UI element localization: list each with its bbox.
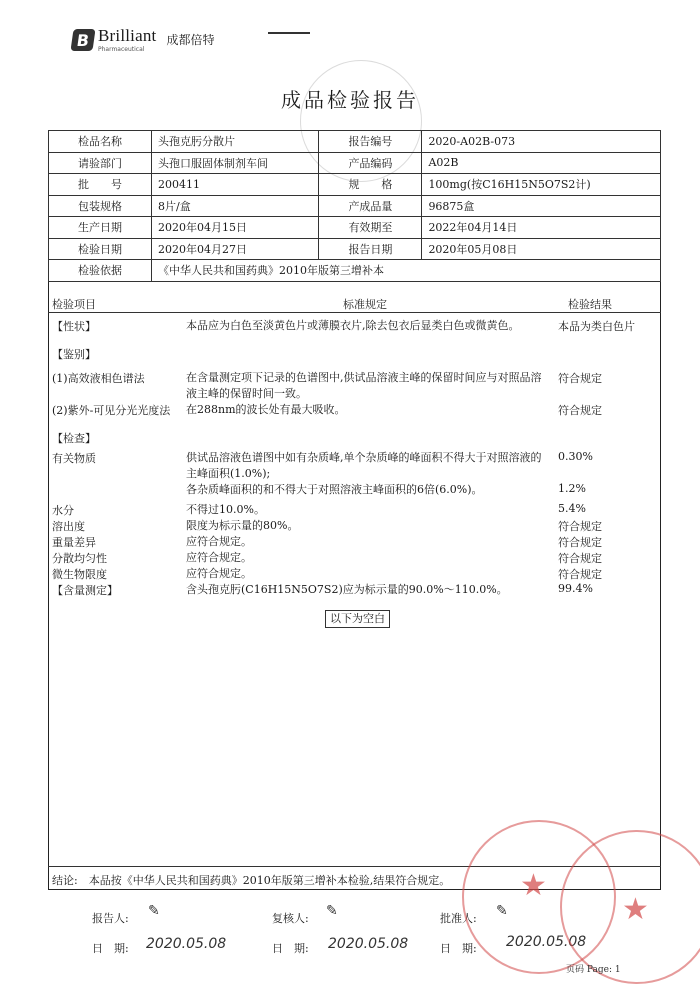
info-value: 8片/盒 bbox=[152, 195, 319, 217]
basis-row bbox=[49, 260, 661, 282]
info-row bbox=[49, 217, 661, 239]
page-number: 页码 Page: 1 bbox=[566, 965, 621, 975]
info-key: 批 号 bbox=[49, 174, 152, 196]
test-item-name: 有关物质 bbox=[52, 452, 96, 465]
test-item-standard: 应符合规定。 bbox=[186, 567, 252, 580]
info-value: 2020-A02B-073 bbox=[422, 131, 661, 153]
test-item-standard: 在含量测定项下记录的色谱图中,供试品溶液主峰的保留时间应与对照品溶液主峰的保留时间一致。 bbox=[186, 371, 542, 400]
reviewer-label: 复核人: bbox=[272, 912, 309, 925]
reviewer-date: 2020.05.08 bbox=[328, 936, 409, 952]
test-item-result: 符合规定 bbox=[558, 520, 602, 533]
test-item-name: 溶出度 bbox=[52, 520, 85, 533]
test-item-result: 符合规定 bbox=[558, 568, 602, 581]
brilliant-logo-icon: B bbox=[70, 29, 95, 51]
test-item-standard: 应符合规定。 bbox=[186, 535, 252, 548]
test-item-name: 水分 bbox=[52, 504, 74, 517]
info-row bbox=[49, 174, 661, 196]
info-key: 请验部门 bbox=[49, 152, 152, 174]
info-value: 头孢克肟分散片 bbox=[152, 131, 319, 153]
info-value: 2020年05月08日 bbox=[422, 238, 661, 260]
company-name: Brilliant bbox=[98, 26, 157, 45]
test-item-name: 重量差异 bbox=[52, 536, 96, 549]
test-item-name: 【检查】 bbox=[52, 432, 96, 445]
pen-mark bbox=[268, 32, 310, 34]
test-item-standard: 不得过10.0%。 bbox=[186, 503, 265, 516]
test-item-standard: 应符合规定。 bbox=[186, 551, 252, 564]
info-key: 产品编码 bbox=[319, 152, 422, 174]
reviewer-date-label: 日 期: bbox=[272, 942, 309, 955]
approver-date-label: 日 期: bbox=[440, 942, 477, 955]
info-value: 96875盒 bbox=[422, 195, 661, 217]
company-logo bbox=[72, 26, 214, 53]
info-row bbox=[49, 152, 661, 174]
test-item-result: 本品为类白色片 bbox=[558, 320, 635, 333]
test-item-name: (1)高效液相色谱法 bbox=[52, 372, 145, 385]
header-standard: 标准规定 bbox=[343, 298, 387, 311]
test-item-name: (2)紫外-可见分光光度法 bbox=[52, 404, 171, 417]
reviewer-signature: ✎ bbox=[326, 903, 338, 919]
info-value: 头孢口服固体制剂车间 bbox=[152, 152, 319, 174]
info-key: 报告日期 bbox=[319, 238, 422, 260]
header-divider bbox=[48, 312, 661, 313]
info-value: 100mg(按C16H15N5O7S2计) bbox=[422, 174, 661, 196]
info-row bbox=[49, 238, 661, 260]
info-key: 有效期至 bbox=[319, 217, 422, 239]
approver-signature: ✎ bbox=[496, 903, 508, 919]
test-item-result: 符合规定 bbox=[558, 536, 602, 549]
company-subtitle: Pharmaceutical bbox=[98, 46, 145, 53]
conclusion: 结论: 本品按《中华人民共和国药典》2010年版第三增补本检验,结果符合规定。 bbox=[52, 874, 451, 887]
test-item-name: 【性状】 bbox=[52, 320, 96, 333]
test-item-standard: 含头孢克肟(C16H15N5O7S2)应为标示量的90.0%～110.0%。 bbox=[186, 583, 508, 596]
blank-note: 以下为空白 bbox=[325, 610, 390, 628]
reporter-date-label: 日 期: bbox=[92, 942, 129, 955]
test-item-name: 分散均匀性 bbox=[52, 552, 107, 565]
info-row bbox=[49, 131, 661, 153]
test-item-name: 【含量测定】 bbox=[52, 584, 118, 597]
test-item-standard: 各杂质峰面积的和不得大于对照溶液主峰面积的6倍(6.0%)。 bbox=[186, 483, 483, 496]
company-cn-name: 成都倍特 bbox=[166, 33, 215, 47]
info-key: 包装规格 bbox=[49, 195, 152, 217]
test-item-standard: 限度为标示量的80%。 bbox=[186, 519, 299, 532]
info-value: 200411 bbox=[152, 174, 319, 196]
info-key: 检验日期 bbox=[49, 238, 152, 260]
info-row bbox=[49, 195, 661, 217]
seal-star-icon-2: ★ bbox=[622, 892, 649, 927]
info-key: 生产日期 bbox=[49, 217, 152, 239]
info-key: 产成品量 bbox=[319, 195, 422, 217]
basis-label: 检验依据 bbox=[49, 260, 152, 282]
test-item-result: 0.30% bbox=[558, 450, 593, 463]
test-item-standard: 本品应为白色至淡黄色片或薄膜衣片,除去包衣后显类白色或微黄色。 bbox=[186, 319, 520, 332]
info-table bbox=[48, 130, 661, 282]
test-item-name: 微生物限度 bbox=[52, 568, 107, 581]
test-item-result: 符合规定 bbox=[558, 372, 602, 385]
test-item-result: 符合规定 bbox=[558, 404, 602, 417]
test-item-result: 符合规定 bbox=[558, 552, 602, 565]
info-value: 2020年04月15日 bbox=[152, 217, 319, 239]
test-item-name: 【鉴别】 bbox=[52, 348, 96, 361]
header-result: 检验结果 bbox=[568, 298, 612, 311]
test-item-standard: 供试品溶液色谱图中如有杂质峰,单个杂质峰的峰面积不得大于对照溶液的主峰面积(1.0%); bbox=[186, 451, 542, 480]
test-item-result: 99.4% bbox=[558, 582, 593, 595]
header-item: 检验项目 bbox=[52, 298, 96, 311]
report-title: 成品检验报告 bbox=[281, 88, 419, 112]
seal-star-icon: ★ bbox=[520, 868, 547, 903]
approver-label: 批准人: bbox=[440, 912, 477, 925]
reporter-label: 报告人: bbox=[92, 912, 129, 925]
test-item-result: 1.2% bbox=[558, 482, 586, 495]
info-key: 报告编号 bbox=[319, 131, 422, 153]
basis-value: 《中华人民共和国药典》2010年版第三增补本 bbox=[152, 260, 661, 282]
info-value: 2022年04月14日 bbox=[422, 217, 661, 239]
test-item-result: 5.4% bbox=[558, 502, 586, 515]
approver-date: 2020.05.08 bbox=[506, 934, 587, 950]
info-key: 检品名称 bbox=[49, 131, 152, 153]
reporter-date: 2020.05.08 bbox=[146, 936, 227, 952]
reporter-signature: ✎ bbox=[148, 903, 160, 919]
test-item-standard: 在288nm的波长处有最大吸收。 bbox=[186, 403, 346, 416]
info-value: 2020年04月27日 bbox=[152, 238, 319, 260]
info-key: 规 格 bbox=[319, 174, 422, 196]
info-value: A02B bbox=[422, 152, 661, 174]
